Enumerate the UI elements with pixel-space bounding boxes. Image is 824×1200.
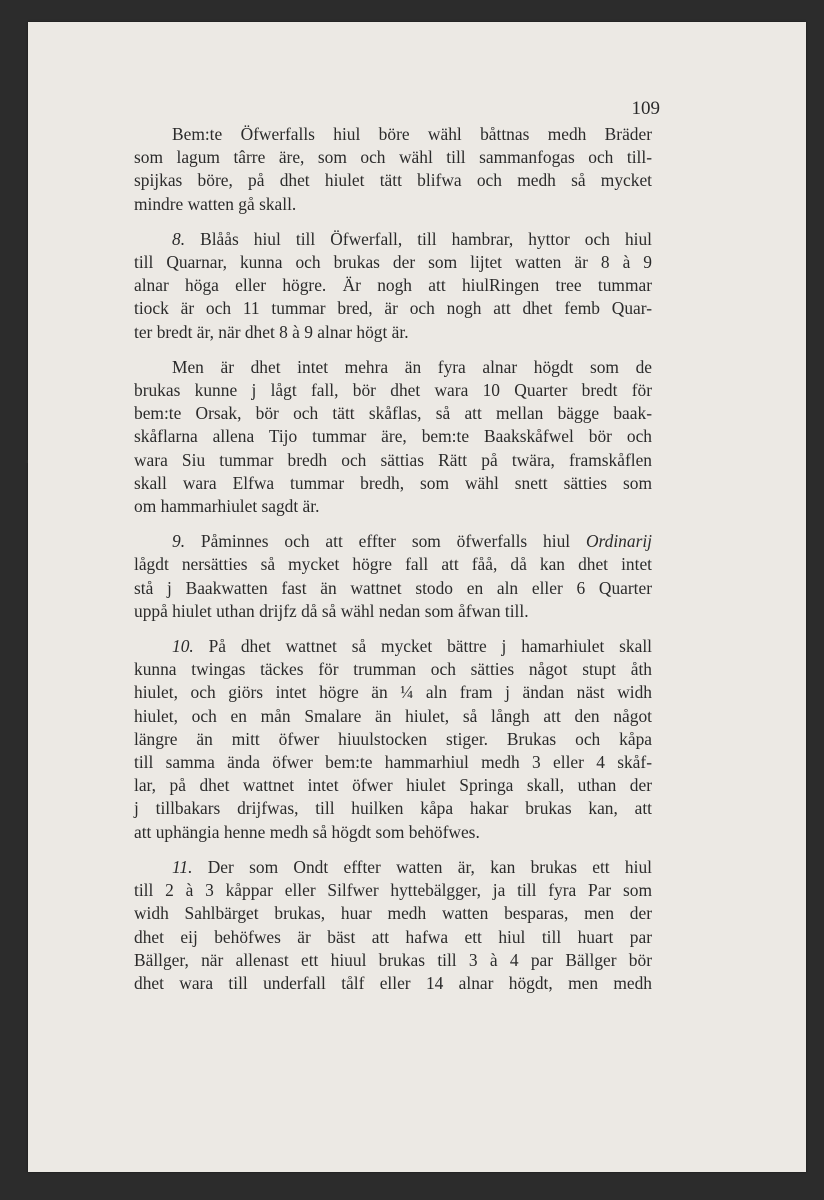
text-line (134, 425, 652, 448)
text-line (134, 146, 652, 169)
text-line (134, 123, 652, 146)
line-text: Der som Ondt effter watten är, kan brukas ett hiul (207, 856, 652, 877)
text-line (134, 728, 652, 751)
line-text: widh Sahlbärget brukas, huar medh watten besparas, men der (134, 903, 652, 924)
paragraph (134, 635, 652, 844)
line-text: uppå hiulet uthan drijfz då så wähl nedan som åfwan till. (134, 600, 529, 621)
text-line (134, 821, 652, 844)
paragraph (134, 356, 652, 518)
line-text: kunna twingas täckes för trumman och sätties något stupt åth (134, 659, 652, 680)
section-number: 10. (172, 636, 194, 657)
text-line (134, 797, 652, 820)
line-text: På dhet wattnet så mycket bättre j hamarhiulet skall (208, 636, 652, 657)
text-line (134, 402, 652, 425)
text-line (134, 297, 652, 320)
edge-mark (2, 460, 28, 463)
text-line (134, 577, 652, 600)
line-text: brukas kunne j lågt fall, bör dhet wara 10 Quarter bredt för (134, 380, 652, 401)
paragraph (134, 123, 652, 216)
line-text: till 2 à 3 kåppar eller Silfwer hyttebälgger, ja till fyra Par som (134, 880, 652, 901)
line-text: tiock är och 11 tummar bred, är och nogh att dhet femb Quar- (134, 298, 652, 319)
line-text: skåflarna allena Tijo tummar äre, bem:te Baakskåfwel bör och (134, 426, 652, 447)
line-text: Blåås hiul till Öfwerfall, till hambrar, hyttor och hiul (200, 228, 652, 249)
text-line (134, 228, 652, 251)
line-text: dhet wara till underfall tålf eller 14 alnar högdt, men medh (134, 972, 652, 993)
line-text: Påminnes och att effter som öfwerfalls hiul Ordinarij (200, 531, 652, 552)
line-text: hiulet, och giörs intet högre än ¼ aln fram j ändan näst widh (134, 682, 652, 703)
line-text: alnar höga eller högre. Är nogh att hiulRingen tree tummar (134, 275, 652, 296)
line-text: spijkas böre, på dhet hiulet tätt blifwa och medh så mycket (134, 170, 652, 191)
text-line (134, 379, 652, 402)
line-text: Men är dhet intet mehra än fyra alnar högdt som de (172, 356, 652, 377)
page-number: 109 (631, 98, 660, 119)
text-line (134, 972, 652, 995)
line-text: hiulet, och en mån Smalare än hiulet, så långh att den något (134, 705, 652, 726)
text-line (134, 193, 652, 216)
line-text: som lagum târre äre, som och wähl till sammanfogas och till- (134, 147, 652, 168)
line-text: till samma ända öfwer bem:te hammarhiul medh 3 eller 4 skåf- (134, 752, 652, 773)
line-text: skall wara Elfwa tummar bredh, som wähl snett sätties som (134, 472, 652, 493)
line-text: Bem:te Öfwerfalls hiul böre wähl båttnas medh Bräder (172, 124, 652, 144)
line-text: j tillbakars drijfwas, till huilken kåpa hakar brukas kan, att (134, 798, 652, 819)
text-line (134, 681, 652, 704)
text-line (134, 472, 652, 495)
line-text: stå j Baakwatten fast än wattnet stodo en aln eller 6 Quarter (134, 577, 652, 598)
section-number: 9. (172, 531, 186, 552)
text-line (134, 274, 652, 297)
text-line (134, 658, 652, 681)
text-line (134, 530, 652, 553)
text-line (134, 751, 652, 774)
section-number: 8. (172, 228, 186, 249)
text-line (134, 705, 652, 728)
line-text: om hammarhiulet sagdt är. (134, 496, 320, 517)
text-line (134, 879, 652, 902)
line-text: bem:te Orsak, bör och tätt skåflas, så att mellan bägge baak- (134, 403, 652, 424)
line-text: Bällger, när allenast ett hiuul brukas till 3 à 4 par Bällger bör (134, 949, 652, 970)
text-line (134, 495, 652, 518)
paragraph (134, 530, 652, 623)
body-text (134, 123, 652, 1007)
line-text: längre än mitt öfwer hiuulstocken stiger. Brukas och kåpa (134, 728, 652, 749)
text-line (134, 926, 652, 949)
line-text: att uphängia henne medh så högdt som behöfwes. (134, 821, 480, 842)
text-line (134, 635, 652, 658)
document-page (28, 22, 806, 1172)
text-line (134, 169, 652, 192)
text-line (134, 321, 652, 344)
section-number: 11. (172, 856, 193, 877)
line-text: till Quarnar, kunna och brukas der som lijtet watten är 8 à 9 (134, 252, 652, 273)
line-text: dhet eij behöfwes är bäst att hafwa ett hiul till huart par (134, 926, 652, 947)
line-text: mindre watten gå skall. (134, 193, 297, 214)
paragraph (134, 228, 652, 344)
line-text: lar, på dhet wattnet intet öfwer hiulet Springa skall, uthan der (134, 775, 652, 796)
line-text: wara Siu tummar bredh och sättias Rätt på twära, framskåflen (134, 449, 652, 470)
text-line (134, 553, 652, 576)
text-line (134, 774, 652, 797)
text-line (134, 902, 652, 925)
text-line (134, 356, 652, 379)
line-text: ter bredt är, när dhet 8 à 9 alnar högt är. (134, 321, 409, 342)
line-text: lågdt nersätties så mycket högre fall att fåå, då kan dhet intet (134, 554, 652, 575)
text-line (134, 949, 652, 972)
text-line (134, 856, 652, 879)
text-line (134, 449, 652, 472)
text-line (134, 251, 652, 274)
text-line (134, 600, 652, 623)
paragraph (134, 856, 652, 995)
